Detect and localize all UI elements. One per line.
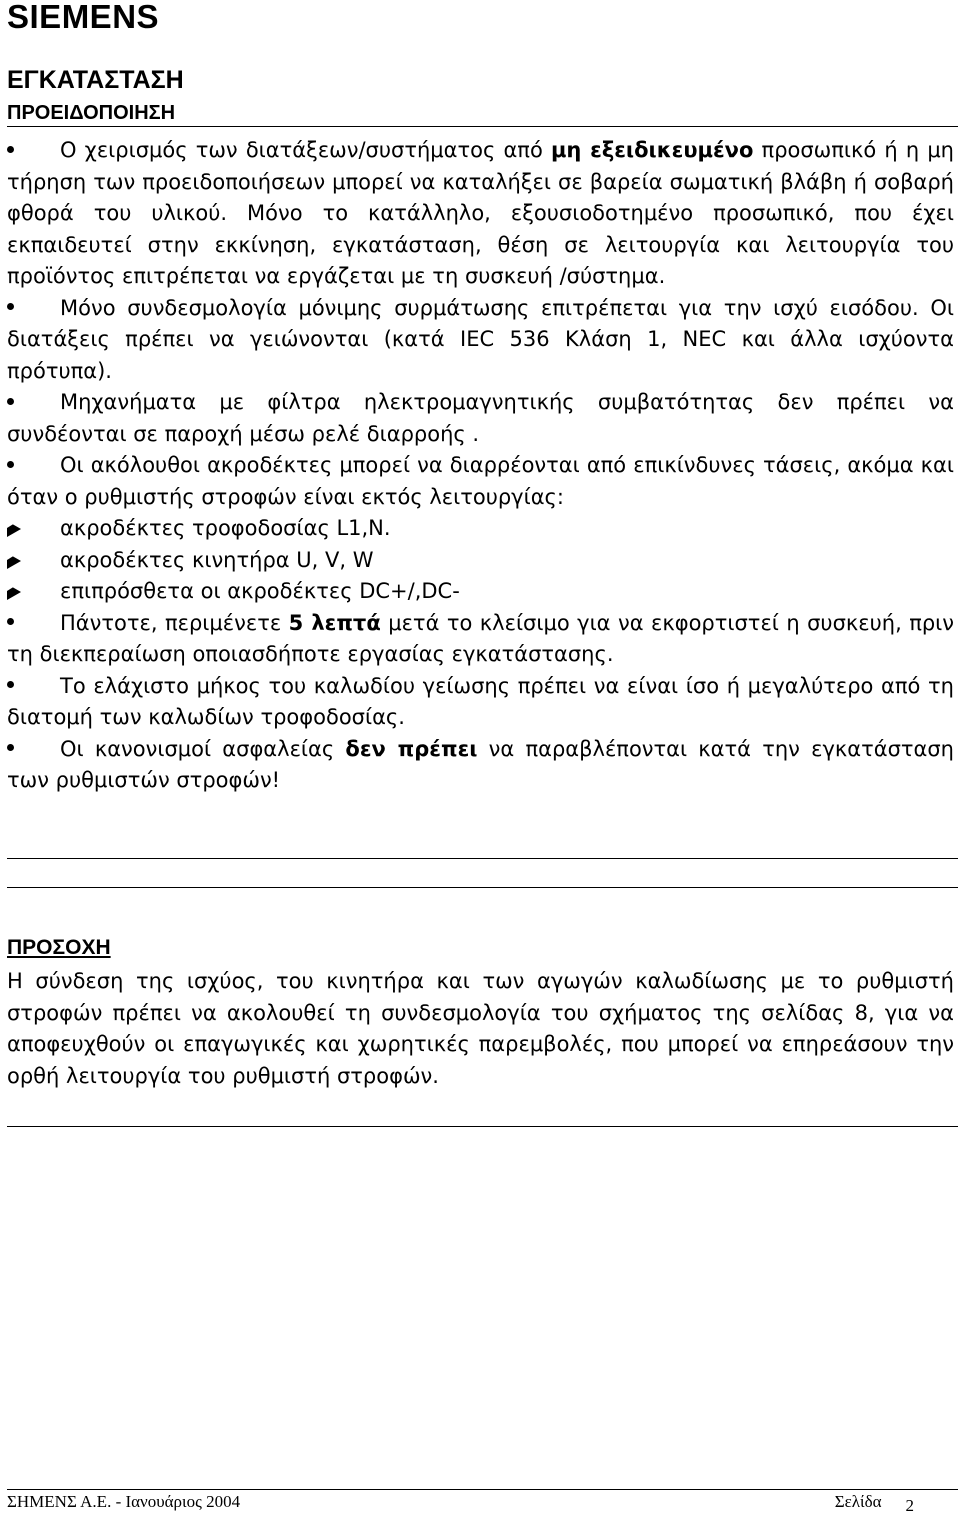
warning-item: Ο χειρισμός των διατάξεων/συστήματος από μη εξειδικευμένο προσωπικό ή η μη τήρηση των προειδοποιήσεων μπορεί να καταλήξει σε βαρεία σωματική βλάβη ή σοβαρή φθορά του υλικού. Μόνο το κατάλληλο, εξουσιοδοτημένο προσωπικό, που έχει εκπαιδευτεί στην εκκίνηση, εγκατάσταση, θέση σε λειτουργία και λειτουργία του προϊόντος επιτρέπεται να εργάζεται με τη συσκευή /σύστημα. — [7, 138, 954, 288]
arrow-bullet-icon — [7, 513, 21, 545]
bullet-icon — [7, 744, 14, 751]
section-title: ΕΓΚΑΤΑΣΤΑΣΗ — [7, 66, 184, 94]
top-divider — [7, 126, 958, 127]
footer-page-label: Σελίδα 2 — [834, 1492, 914, 1515]
caution-text: Η σύνδεση της ισχύος, του κινητήρα και των αγωγών καλωδίωσης με το ρυθμιστή στροφών πρέπει να ακολουθεί τη συνδεσμολογία του σχήματος της σελίδας 8, για να αποφευχθούν οι επαγωγικές και χωρητικές παρεμβολές, που μπορεί να επηρεάσουν την ορθή λειτουργία του ρυθμιστή στροφών. — [7, 969, 954, 1088]
bullet-icon — [7, 398, 14, 405]
terminal-item: ακροδέκτες κινητήρα U, V, W — [7, 545, 954, 577]
warning-item: Μηχανήματα με φίλτρα ηλεκτρομαγνητικής συμβατότητας δεν πρέπει να συνδέονται σε παροχή μέσω ρελέ διαρροής . — [7, 390, 954, 446]
bullet-icon — [7, 303, 14, 310]
terminal-item: ακροδέκτες τροφοδοσίας L1,N. — [7, 513, 954, 545]
bullet-icon — [7, 461, 14, 468]
divider — [7, 1126, 958, 1127]
divider — [7, 887, 958, 888]
arrow-bullet-icon — [7, 545, 21, 577]
brand-logo: SIEMENS — [7, 0, 160, 35]
bullet-icon — [7, 681, 14, 688]
warning-item: Μόνο συνδεσμολογία μόνιμης συρμάτωσης επιτρέπεται για την ισχύ εισόδου. Οι διατάξεις πρέπει να γειώνονται (κατά IEC 536 Κλάση 1, NEC και άλλα ισχύοντα πρότυπα). — [7, 295, 954, 383]
warning-item: Πάντοτε, περιμένετε 5 λεπτά μετά το κλείσιμο για να εκφορτιστεί η συσκευή, πριν τη διεκπεραίωση οποιασδήποτε εργασίας εγκατάστασης. — [7, 610, 954, 666]
caution-title: ΠΡΟΣΟΧΗ — [7, 936, 111, 959]
footer-company: ΣΗΜΕΝΣ Α.Ε. - Ιανουάριος 2004 — [7, 1492, 241, 1511]
warning-title: ΠΡΟΕΙΔΟΠΟΙΗΣΗ — [7, 102, 176, 124]
arrow-bullet-icon — [7, 576, 21, 608]
divider — [7, 858, 958, 859]
footer-divider — [7, 1489, 958, 1490]
bullet-icon — [7, 618, 14, 625]
terminal-item: επιπρόσθετα οι ακροδέκτες DC+/,DC- — [7, 576, 954, 608]
warning-item: Οι κανονισμοί ασφαλείας δεν πρέπει να παραβλέπονται κατά την εγκατάσταση των ρυθμιστών στροφών! — [7, 736, 954, 792]
warning-item: Το ελάχιστο μήκος του καλωδίου γείωσης πρέπει να είναι ίσο ή μεγαλύτερο από τη διατομή των καλωδίων τροφοδοσίας. — [7, 673, 954, 729]
bullet-icon — [7, 146, 14, 153]
page-number: 2 — [905, 1496, 914, 1515]
warning-item: Οι ακόλουθοι ακροδέκτες μπορεί να διαρρέονται από επικίνδυνες τάσεις, ακόμα και όταν ο ρυθμιστής στροφών είναι εκτός λειτουργίας: — [7, 453, 954, 509]
warning-list — [7, 135, 954, 797]
